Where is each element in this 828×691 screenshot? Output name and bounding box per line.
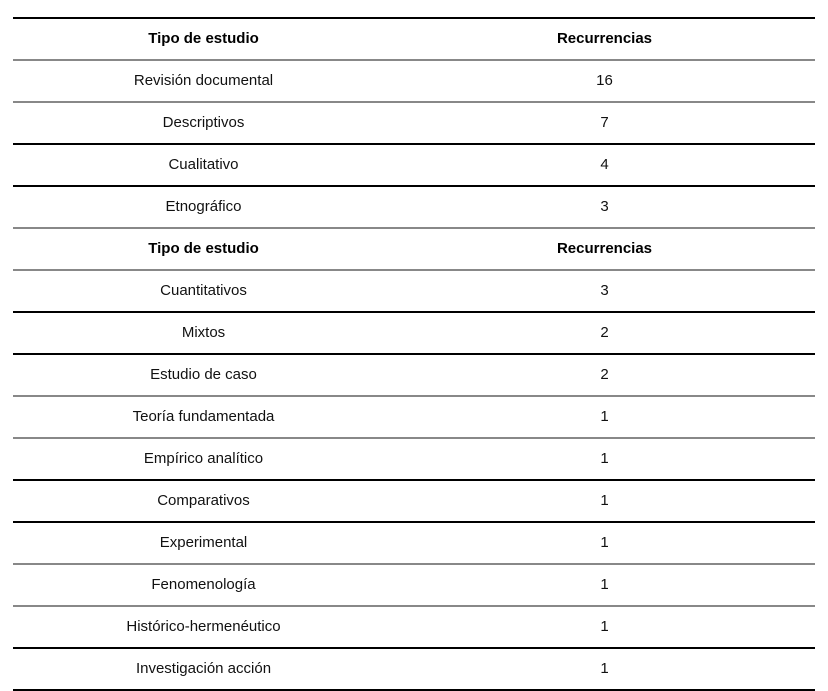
- cell-recurrencias: 1: [394, 480, 815, 522]
- table-row: [13, 102, 815, 144]
- cell-tipo-de-estudio: Investigación acción: [13, 648, 394, 690]
- column-header-tipo-de-estudio: Tipo de estudio: [13, 228, 394, 270]
- column-header-recurrencias: Recurrencias: [394, 228, 815, 270]
- cell-recurrencias: 3: [394, 186, 815, 228]
- cell-recurrencias: 1: [394, 564, 815, 606]
- cell-tipo-de-estudio: Etnográfico: [13, 186, 394, 228]
- table-row: [13, 564, 815, 606]
- cell-recurrencias: 1: [394, 396, 815, 438]
- cell-tipo-de-estudio: Descriptivos: [13, 102, 394, 144]
- cell-tipo-de-estudio: Empírico analítico: [13, 438, 394, 480]
- table-row: [13, 144, 815, 186]
- study-type-table: [13, 17, 815, 691]
- cell-tipo-de-estudio: Cuantitativos: [13, 270, 394, 312]
- cell-recurrencias: 1: [394, 522, 815, 564]
- table-row: [13, 396, 815, 438]
- cell-recurrencias: 3: [394, 270, 815, 312]
- table-row: [13, 312, 815, 354]
- cell-tipo-de-estudio: Cualitativo: [13, 144, 394, 186]
- cell-recurrencias: 2: [394, 354, 815, 396]
- table-row: [13, 522, 815, 564]
- table-row: [13, 480, 815, 522]
- cell-recurrencias: 7: [394, 102, 815, 144]
- cell-tipo-de-estudio: Revisión documental: [13, 60, 394, 102]
- table-row: [13, 186, 815, 228]
- cell-tipo-de-estudio: Histórico-hermenéutico: [13, 606, 394, 648]
- cell-tipo-de-estudio: Estudio de caso: [13, 354, 394, 396]
- table-row: [13, 438, 815, 480]
- cell-recurrencias: 1: [394, 648, 815, 690]
- table-row: [13, 606, 815, 648]
- cell-recurrencias: 2: [394, 312, 815, 354]
- study-type-table-container: [13, 17, 815, 691]
- cell-recurrencias: 16: [394, 60, 815, 102]
- cell-tipo-de-estudio: Teoría fundamentada: [13, 396, 394, 438]
- cell-tipo-de-estudio: Experimental: [13, 522, 394, 564]
- cell-tipo-de-estudio: Comparativos: [13, 480, 394, 522]
- table-row: [13, 270, 815, 312]
- table-row: [13, 60, 815, 102]
- table-body: [13, 18, 815, 690]
- column-header-recurrencias: Recurrencias: [394, 18, 815, 60]
- cell-recurrencias: 1: [394, 438, 815, 480]
- table-row: [13, 354, 815, 396]
- cell-recurrencias: 1: [394, 606, 815, 648]
- cell-tipo-de-estudio: Fenomenología: [13, 564, 394, 606]
- cell-recurrencias: 4: [394, 144, 815, 186]
- table-row: [13, 648, 815, 690]
- table-header-row: [13, 228, 815, 270]
- table-header-row: [13, 18, 815, 60]
- cell-tipo-de-estudio: Mixtos: [13, 312, 394, 354]
- column-header-tipo-de-estudio: Tipo de estudio: [13, 18, 394, 60]
